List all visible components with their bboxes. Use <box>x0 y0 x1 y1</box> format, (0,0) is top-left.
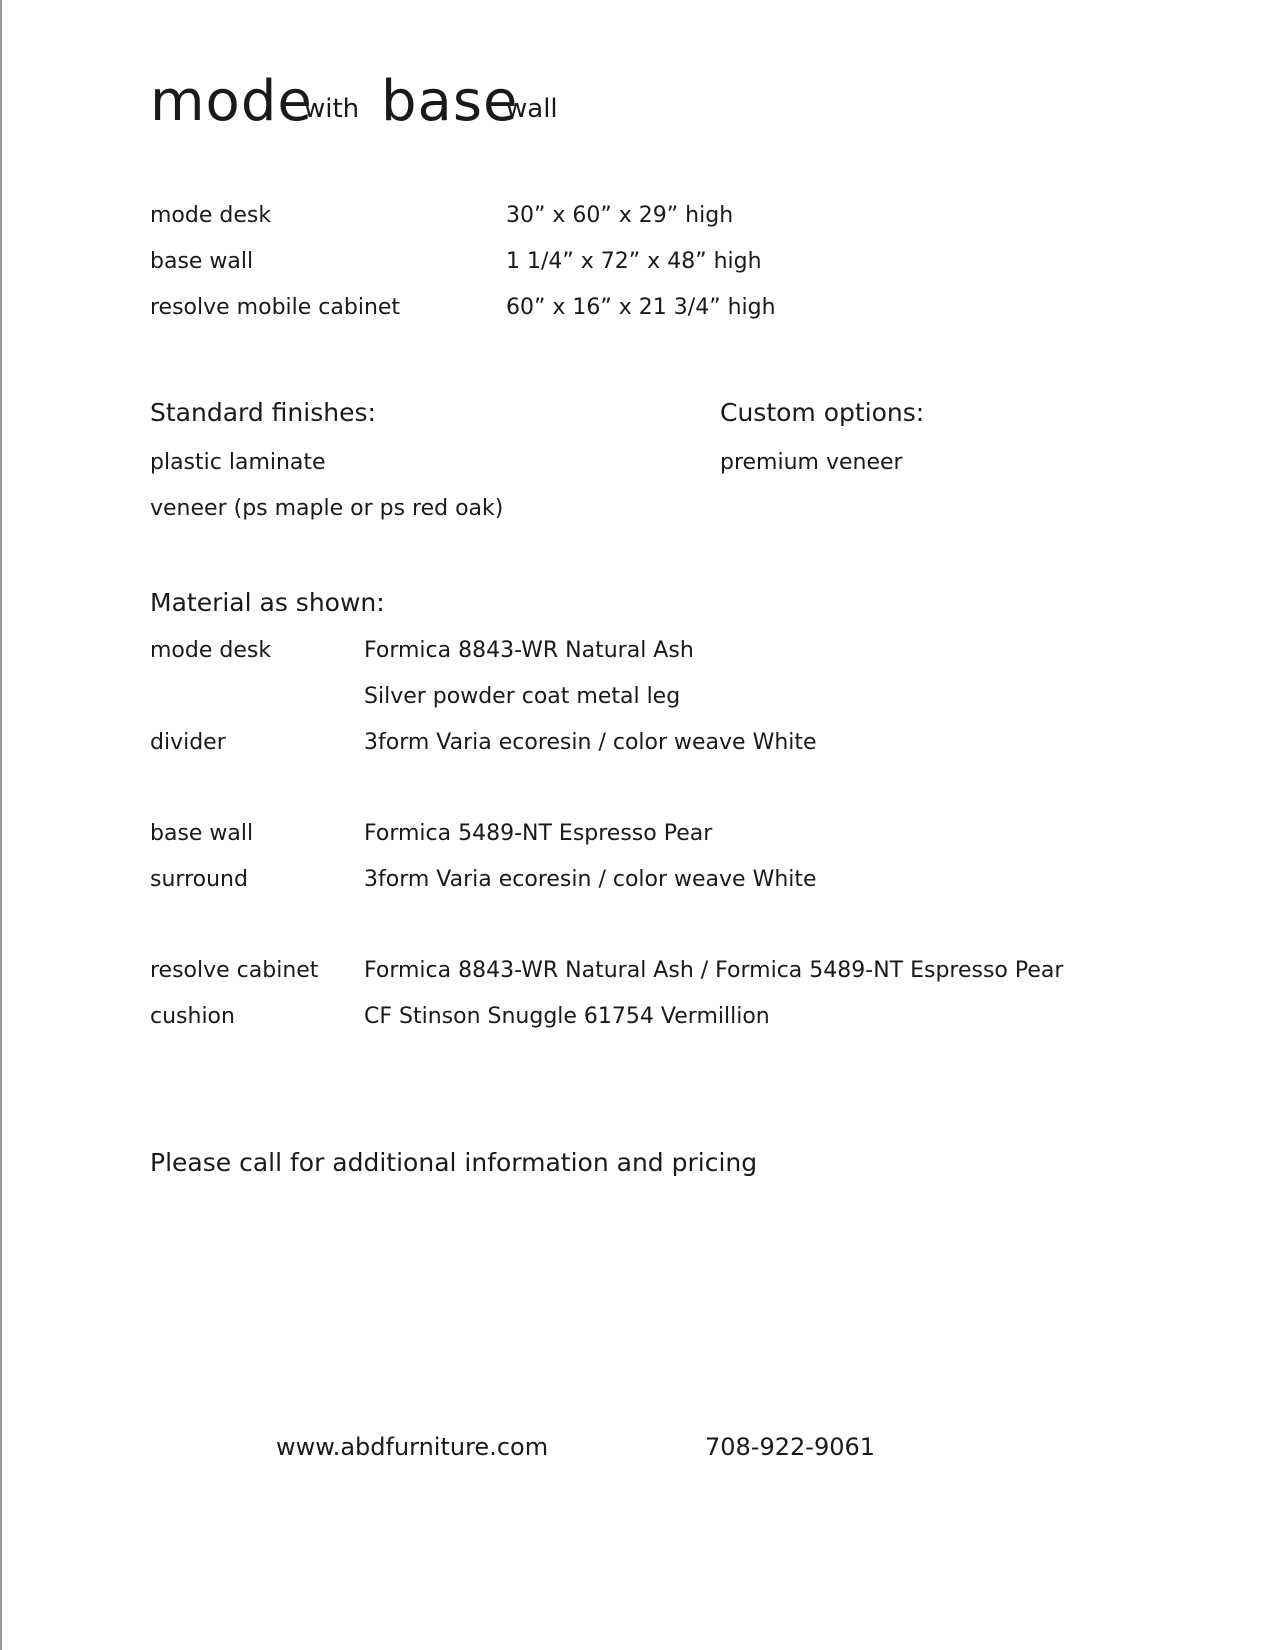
call-to-action: Please call for additional information and pricing <box>150 1148 758 1177</box>
custom-option-item: premium veneer <box>720 450 903 475</box>
dimension-item: resolve mobile cabinet <box>150 295 401 320</box>
material-value: 3form Varia ecoresin / color weave White <box>364 867 817 892</box>
material-value: 3form Varia ecoresin / color weave White <box>364 730 817 755</box>
material-label: resolve cabinet <box>150 958 319 983</box>
dimension-item: mode desk <box>150 203 272 228</box>
material-value: CF Stinson Snuggle 61754 Vermillion <box>364 1004 770 1029</box>
title-mode: mode <box>150 69 313 134</box>
standard-finishes-heading: Standard finishes: <box>150 398 376 427</box>
material-value: Formica 8843-WR Natural Ash <box>364 638 694 663</box>
title-wall: wall <box>506 94 558 124</box>
page-left-border <box>0 0 2 1650</box>
title-with: with <box>304 94 360 124</box>
material-label: base wall <box>150 821 254 846</box>
material-label: mode desk <box>150 638 272 663</box>
dimension-size: 60” x 16” x 21 3/4” high <box>506 295 776 320</box>
dimension-item: base wall <box>150 249 254 274</box>
standard-finish-item: veneer (ps maple or ps red oak) <box>150 496 504 521</box>
material-value: Formica 5489-NT Espresso Pear <box>364 821 713 846</box>
material-heading: Material as shown: <box>150 588 385 617</box>
phone-number: 708-922-9061 <box>705 1433 876 1461</box>
website-link[interactable]: www.abdfurniture.com <box>276 1433 549 1461</box>
material-label: divider <box>150 730 226 755</box>
material-label: cushion <box>150 1004 235 1029</box>
dimension-size: 30” x 60” x 29” high <box>506 203 734 228</box>
title-base: base <box>381 69 519 134</box>
custom-options-heading: Custom options: <box>720 398 925 427</box>
dimension-size: 1 1/4” x 72” x 48” high <box>506 249 762 274</box>
material-value: Formica 8843-WR Natural Ash / Formica 5489-NT Espresso Pear <box>364 958 1064 983</box>
material-label: surround <box>150 867 248 892</box>
standard-finish-item: plastic laminate <box>150 450 326 475</box>
material-value: Silver powder coat metal leg <box>364 684 681 709</box>
